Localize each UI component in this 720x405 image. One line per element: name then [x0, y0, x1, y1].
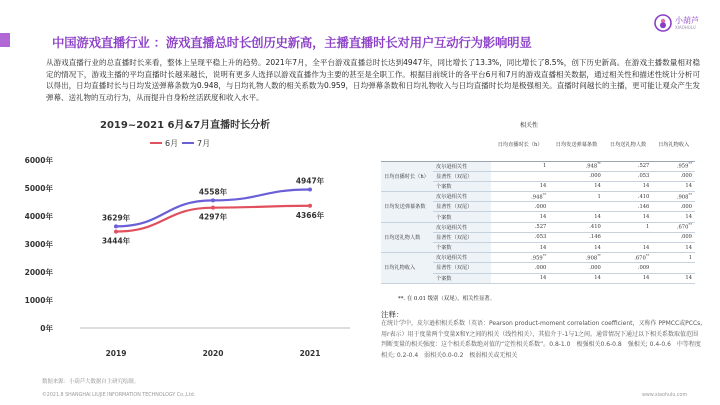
table-cell: [652, 263, 695, 273]
data-point: [308, 204, 312, 208]
row-group-label: 日均直播时长（h）: [381, 161, 433, 192]
table-row: [381, 253, 695, 263]
cell-value: 14: [539, 275, 547, 282]
table-cell: [652, 161, 695, 171]
row-stat-label: 个案数: [433, 181, 491, 191]
data-point: [114, 230, 118, 234]
cell-value: 14: [685, 214, 692, 221]
significance-flag: **: [645, 253, 650, 258]
legend-label-july: 7月: [197, 139, 211, 148]
table-cell: [549, 232, 604, 242]
significance-flag: **: [542, 192, 547, 197]
table-cell: [491, 253, 549, 263]
table-cell: [549, 243, 604, 253]
cell-value: 14: [642, 275, 650, 282]
significance-flag: **: [688, 223, 692, 228]
row-stat-label: 皮尔逊相关性: [433, 161, 491, 171]
cell-value: .410: [589, 224, 601, 231]
cell-value: .000: [534, 264, 547, 271]
cell-value: .146: [637, 203, 650, 210]
table-cell: [491, 263, 549, 273]
correlation-table-title: 相关性: [520, 122, 539, 129]
table-cell: [652, 232, 695, 242]
table-cell: [549, 222, 604, 232]
table-cell: [652, 181, 695, 191]
line-chart: [0, 124, 370, 364]
table-cell: [604, 161, 653, 171]
table-cell: [652, 253, 695, 263]
significance-flag: **: [597, 253, 601, 258]
notes-text: 在统计学中，皮尔逊积相关系数（英语：Pearson product-moment correlation coefficient，又称作 PPMCC或PCCs, 用r表示）用于度量两个变量X和Y之间的相关（线性相关），其值介于-1与1之间。通常情况下通过以下相关系数取值范围判断变量的相关强度：这个相关系数绝对值的“定性相关系数”。0.8-1.0 极强相关0.6-0.8 强相关; 0.4-0.6 中等程度相关; 0.2-0.4 弱相关0.0-0.2 极弱相关或无相关: [381, 320, 703, 359]
data-label: 4366年: [295, 210, 325, 220]
data-label: 4297年: [198, 212, 228, 222]
table-cell: [604, 212, 653, 222]
cell-value: 14: [539, 214, 547, 221]
table-cell: [549, 202, 604, 212]
data-point: [211, 206, 215, 210]
x-tick-label: 2020: [202, 349, 224, 358]
y-axis: [25, 155, 54, 333]
y-tick-label: 6000年: [24, 156, 53, 165]
cell-value: .670: [676, 225, 689, 232]
row-stat-label: 个案数: [433, 212, 491, 222]
table-row: [381, 222, 695, 232]
body-paragraph: 从游戏直播行业的总直播时长来看，整体上呈现平稳上升的趋势。2021年7月，全平台游戏直播总时长达到4947年，同比增长了13.3%，同比增长了8.5%，创下历史新高。在游戏主播数量相对稳定的情况下，游戏主播的平均直播时长越来越长，说明有更多人选择以游戏直播作为主要的甚至是全职工作。根据目前统计的各平台6月和7月的游戏直播相关数据，通过相关性和描述性统计分析可以得出，日均直播时长与日均发送弹幕条数为0.948，与日均礼物人数的相关系数为0.959，日均弹幕条数和日均礼物收入与日均直播时长均是极强相关。直播时间越长的主播，更可能让观众产生发弹幕、送礼物的互动行为，从而提升自身粉丝活跃度和收入水平。: [46, 58, 700, 102]
table-cell: [491, 273, 549, 283]
table-cell: [604, 232, 653, 242]
table-cell: [491, 243, 549, 253]
x-axis: [80, 328, 350, 358]
table-cell: [604, 222, 653, 232]
table-cell: [652, 202, 695, 212]
column-header: 日均直播时长（h）: [491, 131, 549, 161]
table-cell: [491, 161, 549, 171]
table-cell: [491, 192, 549, 202]
cell-value: .146: [589, 234, 601, 241]
row-stat-label: 显著性（双尾）: [433, 232, 491, 242]
gourd-logo-icon: [654, 14, 672, 32]
table-cell: [491, 181, 549, 191]
cell-value: 14: [594, 183, 601, 190]
row-group-label: 日均礼物收入: [381, 253, 433, 284]
table-header-row: [381, 131, 695, 161]
cell-value: 1: [688, 254, 692, 261]
table-cell: [652, 171, 695, 181]
chart-title: 2019~2021 6月&7月直播时长分析: [100, 120, 271, 131]
data-labels: [102, 175, 325, 245]
cell-value: 14: [685, 183, 692, 190]
table-footnote: **. 在 0.01 级别（双尾），相关性显著。: [398, 296, 496, 302]
table-cell: [652, 273, 695, 283]
cell-value: .527: [637, 163, 650, 170]
website-link[interactable]: www.xiaohulu.com: [642, 393, 688, 398]
table-row: [381, 161, 695, 171]
cell-value: 14: [642, 244, 650, 251]
brand-logo: [654, 14, 716, 36]
table-cell: [491, 202, 549, 212]
data-source: 数据来源：小葫芦大数据自主研究绘制。: [42, 379, 140, 385]
table-cell: [604, 181, 653, 191]
y-tick-label: 0年: [40, 324, 53, 333]
data-label: 4558年: [198, 187, 228, 197]
y-tick-label: 2000年: [24, 268, 53, 277]
y-tick-label: 3000年: [24, 240, 53, 249]
significance-flag: **: [688, 192, 692, 197]
table-cell: [604, 263, 653, 273]
column-header: [433, 131, 491, 161]
table-cell: [604, 243, 653, 253]
significance-flag: **: [542, 253, 547, 258]
row-stat-label: 皮尔逊相关性: [433, 253, 491, 263]
row-stat-label: 显著性（双尾）: [433, 171, 491, 181]
table-cell: [604, 192, 653, 202]
y-tick-label: 4000年: [24, 212, 53, 221]
logo-subtitle: XIAOHULU: [675, 25, 696, 30]
cell-value: .000: [589, 173, 601, 180]
cell-value: .908: [585, 255, 598, 262]
row-stat-label: 个案数: [433, 273, 491, 283]
cell-value: .959: [531, 255, 543, 262]
x-tick-label: 2021: [299, 349, 321, 358]
table-cell: [491, 171, 549, 181]
cell-value: 1: [543, 163, 547, 170]
column-header: 日均发送弹幕条数: [549, 131, 604, 161]
y-tick-label: 1000年: [24, 296, 53, 305]
table-cell: [549, 273, 604, 283]
cell-value: .053: [534, 234, 547, 241]
significance-flag: **: [688, 162, 692, 167]
table-cell: [491, 212, 549, 222]
x-tick-label: 2019: [105, 349, 127, 358]
data-label: 3444年: [101, 236, 131, 246]
page-title: 中国游戏直播行业 ：游戏直播总时长创历史新高，主播直播时长对用户互动行为影响明显: [52, 35, 532, 50]
table-cell: [491, 232, 549, 242]
table-cell: [549, 192, 604, 202]
cell-value: 14: [594, 244, 601, 251]
table-cell: [491, 222, 549, 232]
cell-value: .000: [680, 173, 692, 180]
table-row: [381, 192, 695, 202]
data-point: [308, 187, 312, 191]
copyright: ©2021.8 SHANGHAI LIUJIE INFORMATION TECHNOLOGY Co.,Ltd.: [42, 393, 196, 398]
cell-value: 14: [642, 214, 650, 221]
table-cell: [549, 181, 604, 191]
table-cell: [652, 222, 695, 232]
cell-value: .009: [637, 264, 650, 271]
correlation-table: [381, 131, 695, 284]
row-stat-label: 皮尔逊相关性: [433, 192, 491, 202]
cell-value: 14: [594, 275, 601, 282]
cell-value: .948: [585, 163, 598, 170]
row-stat-label: 皮尔逊相关性: [433, 222, 491, 232]
chart-legend: [150, 139, 210, 148]
cell-value: 14: [642, 183, 650, 190]
table-cell: [549, 263, 604, 273]
correlation-table-container: [381, 131, 695, 284]
column-header: [381, 131, 433, 161]
cell-value: 14: [539, 183, 547, 190]
notes-title: 注释：: [381, 310, 404, 319]
data-point: [114, 224, 118, 228]
cell-value: 14: [685, 244, 692, 251]
row-stat-label: 显著性（双尾）: [433, 202, 491, 212]
data-label: 4947年: [295, 176, 325, 186]
cell-value: .527: [534, 224, 547, 231]
cell-value: .000: [589, 264, 601, 271]
table-cell: [604, 171, 653, 181]
cell-value: 1: [646, 224, 650, 231]
cell-value: 1: [597, 193, 601, 200]
cell-value: 14: [539, 244, 547, 251]
table-cell: [549, 161, 604, 171]
table-cell: [604, 273, 653, 283]
row-group-label: 日均发送弹幕条数: [381, 192, 433, 223]
cell-value: .670: [634, 255, 646, 262]
column-header: 日均礼物收入: [652, 131, 695, 161]
row-stat-label: 显著性（双尾）: [433, 263, 491, 273]
table-cell: [604, 253, 653, 263]
cell-value: .009: [680, 234, 692, 241]
y-tick-label: 5000年: [24, 184, 53, 193]
cell-value: 14: [594, 214, 601, 221]
table-cell: [549, 171, 604, 181]
column-header: 日均送礼物人数: [604, 131, 653, 161]
logo-name: 小葫芦: [675, 16, 699, 25]
cell-value: .948: [531, 194, 543, 201]
table-cell: [549, 253, 604, 263]
legend-label-june: 6月: [165, 139, 179, 148]
table-cell: [652, 212, 695, 222]
row-group-label: 日均送礼物人数: [381, 222, 433, 253]
cell-value: .908: [676, 194, 689, 201]
title-accent-bar: [0, 33, 10, 47]
cell-value: .000: [534, 203, 547, 210]
data-label: 3629年: [101, 213, 131, 223]
data-point: [211, 198, 215, 202]
cell-value: .053: [637, 173, 650, 180]
table-cell: [604, 202, 653, 212]
table-cell: [549, 212, 604, 222]
row-stat-label: 个案数: [433, 243, 491, 253]
cell-value: .000: [680, 203, 692, 210]
table-cell: [652, 243, 695, 253]
significance-flag: **: [597, 162, 601, 167]
table-cell: [652, 192, 695, 202]
cell-value: .410: [637, 193, 650, 200]
cell-value: 14: [685, 275, 692, 282]
cell-value: .959: [676, 163, 689, 170]
